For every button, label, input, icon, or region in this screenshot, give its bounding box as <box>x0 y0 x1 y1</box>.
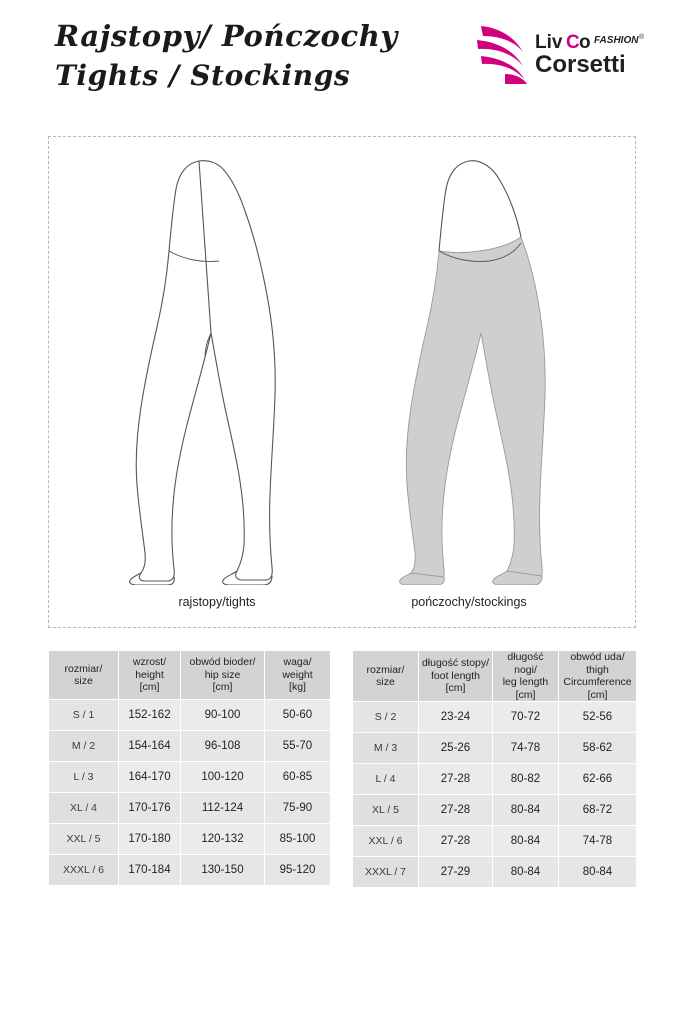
cell-thigh: 58-62 <box>559 733 637 764</box>
cell-weight: 85-100 <box>265 824 331 855</box>
table-row <box>353 733 637 764</box>
cell-size: XXXL / 6 <box>49 855 119 886</box>
stockings-size-table <box>352 650 637 888</box>
cell-leg-length: 80-84 <box>493 857 559 888</box>
cell-size: M / 2 <box>49 731 119 762</box>
cell-size: L / 4 <box>353 764 419 795</box>
page-title-line-2: Tights / Stockings <box>55 59 351 92</box>
cell-size: XXL / 6 <box>353 826 419 857</box>
cell-hip: 96-108 <box>181 731 265 762</box>
table-row <box>49 824 331 855</box>
table-header-row <box>49 651 331 700</box>
cell-size: M / 3 <box>353 733 419 764</box>
column-header-height: wzrost/ height [cm] <box>119 651 181 700</box>
cell-foot-length: 27-28 <box>419 826 493 857</box>
cell-weight: 95-120 <box>265 855 331 886</box>
column-header-thigh-circumference: obwód uda/ thigh Circumference [cm] <box>559 651 637 702</box>
cell-size: XL / 4 <box>49 793 119 824</box>
column-header-size: rozmiar/ size <box>353 651 419 702</box>
table-row <box>49 855 331 886</box>
cell-weight: 60-85 <box>265 762 331 793</box>
cell-weight: 50-60 <box>265 700 331 731</box>
table-row <box>49 793 331 824</box>
cell-hip: 120-132 <box>181 824 265 855</box>
logo-icon <box>475 22 645 88</box>
cell-leg-length: 70-72 <box>493 702 559 733</box>
cell-weight: 75-90 <box>265 793 331 824</box>
cell-leg-length: 80-82 <box>493 764 559 795</box>
column-header-leg-length: długość nogi/ leg length [cm] <box>493 651 559 702</box>
svg-text:o: o <box>579 32 591 53</box>
cell-hip: 130-150 <box>181 855 265 886</box>
cell-hip: 100-120 <box>181 762 265 793</box>
column-header-hip-size: obwód bioder/ hip size [cm] <box>181 651 265 700</box>
cell-hip: 90-100 <box>181 700 265 731</box>
table-row <box>49 762 331 793</box>
cell-height: 170-176 <box>119 793 181 824</box>
cell-foot-length: 25-26 <box>419 733 493 764</box>
cell-height: 164-170 <box>119 762 181 793</box>
illustration-panel <box>48 136 636 628</box>
cell-thigh: 68-72 <box>559 795 637 826</box>
cell-size: L / 3 <box>49 762 119 793</box>
cell-thigh: 52-56 <box>559 702 637 733</box>
cell-foot-length: 23-24 <box>419 702 493 733</box>
page-title <box>55 18 475 94</box>
table-row <box>353 795 637 826</box>
cell-leg-length: 80-84 <box>493 826 559 857</box>
page-title-line-1: Rajstopy/ Pończochy <box>55 19 398 53</box>
table-row <box>49 731 331 762</box>
svg-text:C: C <box>566 32 580 53</box>
cell-size: S / 1 <box>49 700 119 731</box>
cell-foot-length: 27-28 <box>419 764 493 795</box>
svg-text:FASHION: FASHION <box>594 35 639 46</box>
cell-leg-length: 74-78 <box>493 733 559 764</box>
cell-leg-length: 80-84 <box>493 795 559 826</box>
cell-foot-length: 27-29 <box>419 857 493 888</box>
cell-foot-length: 27-28 <box>419 795 493 826</box>
tights-size-table <box>48 650 331 886</box>
page-header <box>0 0 683 128</box>
caption-stockings: pończochy/stockings <box>411 595 527 609</box>
svg-text:Corsetti: Corsetti <box>535 51 626 78</box>
cell-height: 152-162 <box>119 700 181 731</box>
cell-size: XL / 5 <box>353 795 419 826</box>
table-header-row <box>353 651 637 702</box>
svg-text:Liv: Liv <box>535 32 563 53</box>
brand-logo <box>475 22 645 88</box>
cell-height: 154-164 <box>119 731 181 762</box>
cell-height: 170-184 <box>119 855 181 886</box>
cell-thigh: 74-78 <box>559 826 637 857</box>
cell-height: 170-180 <box>119 824 181 855</box>
stockings-figure-icon <box>397 155 577 585</box>
table-row <box>353 702 637 733</box>
table-row <box>353 857 637 888</box>
table-row <box>49 700 331 731</box>
cell-hip: 112-124 <box>181 793 265 824</box>
table-row <box>353 764 637 795</box>
cell-weight: 55-70 <box>265 731 331 762</box>
cell-size: S / 2 <box>353 702 419 733</box>
tights-figure-icon <box>127 155 307 585</box>
cell-size: XXL / 5 <box>49 824 119 855</box>
column-header-weight: waga/ weight [kg] <box>265 651 331 700</box>
cell-size: XXXL / 7 <box>353 857 419 888</box>
column-header-foot-length: długość stopy/ foot length [cm] <box>419 651 493 702</box>
column-header-size: rozmiar/ size <box>49 651 119 700</box>
caption-tights: rajstopy/tights <box>178 595 256 609</box>
svg-text:®: ® <box>639 34 645 41</box>
cell-thigh: 80-84 <box>559 857 637 888</box>
table-row <box>353 826 637 857</box>
cell-thigh: 62-66 <box>559 764 637 795</box>
